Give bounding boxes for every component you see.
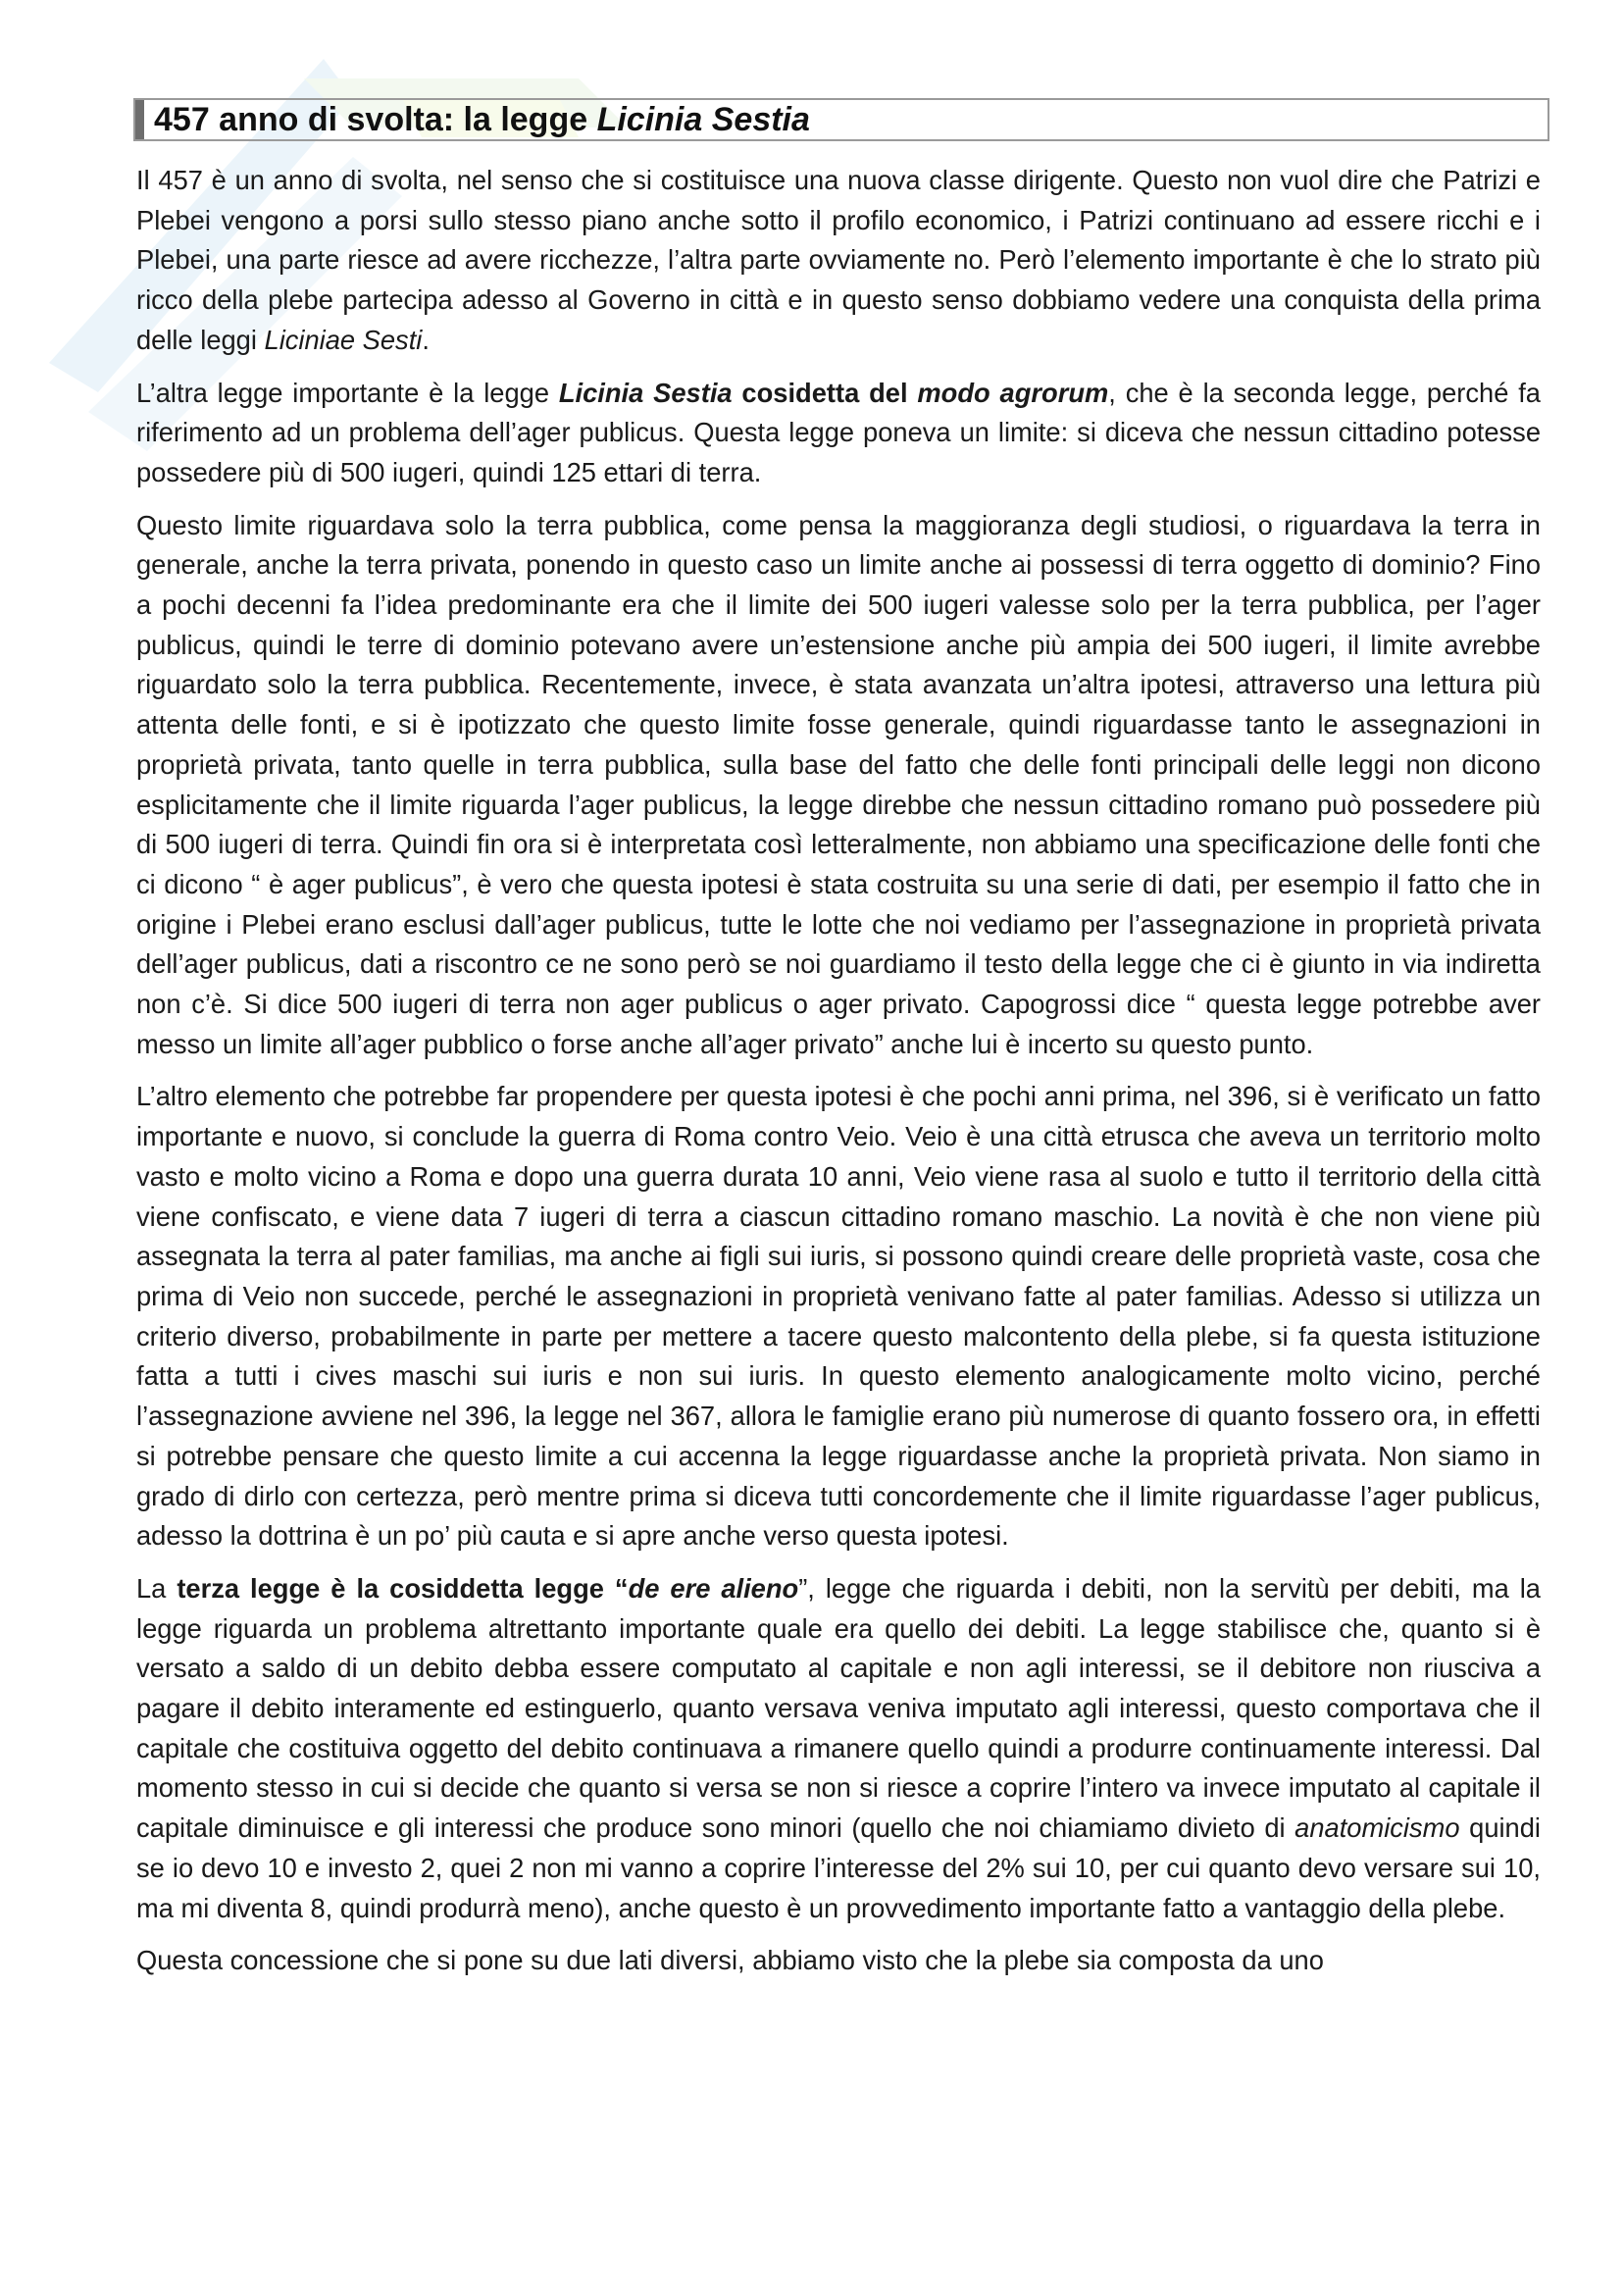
heading-title — [154, 103, 810, 136]
text-run: anatomicismo — [1294, 1812, 1460, 1844]
text-run: cosidetta del — [732, 377, 918, 408]
text-run: Licinia Sestia — [558, 377, 733, 408]
heading-accent-bar — [135, 100, 144, 139]
text-run: , che è la seconda legge, perché fa riferimento ad un problema dell’ager publicus. Questa legge poneva un limite: si diceva che nessun cittadino potesse possedere più di 500 iugeri, quindi 125 ettari di terra. — [136, 377, 1541, 487]
paragraph-4 — [136, 1077, 1541, 1555]
text-run: Questa concessione che si pone su due lati diversi, abbiamo visto che la plebe sia composta da uno — [136, 1945, 1324, 1976]
text-run: Liciniae Sesti — [264, 324, 423, 355]
paragraph-5 — [136, 1569, 1541, 1928]
text-run: L’altro elemento che potrebbe far propendere per questa ipotesi è che pochi anni prima, nel 396, si è verificato un fatto importante e nuovo, si conclude la guerra di Roma contro Veio. Veio è una città etrusca che aveva un territorio molto vasto e molto vicino a Roma e dopo una guerra durata 10 anni, Veio viene rasa al suolo e tutto il territorio della città viene confiscato, e viene data 7 iugeri di terra a ciascun cittadino romano maschio. La novità è che non viene più assegnata la terra al pater familias, ma anche ai figli sui iuris, si possono quindi creare delle proprietà vaste, cosa che prima di Veio non succede, perché le assegnazioni in proprietà venivano fatte al pater familias. Adesso si utilizza un criterio diverso, probabilmente in parte per mettere a tacere questo malcontento della plebe, si fa questa istituzione fatta a tutti i cives maschi sui iuris e non sui iuris. In questo elemento analogicamente molto vicino, perché l’assegnazione avviene nel 396, la legge nel 367, allora le famiglie erano più numerose di quanto fossero ora, in effetti si potrebbe pensare che questo limite a cui accenna la legge riguardasse anche la proprietà privata. Non siamo in grado di dirlo con certezza, però mentre prima si diceva tutti concordemente che il limite riguardasse l’ager publicus, adesso la dottrina è un po’ più cauta e si apre anche verso questa ipotesi. — [136, 1081, 1541, 1552]
text-run: . — [422, 324, 430, 355]
text-run: L’altra legge importante è la legge — [136, 377, 559, 408]
paragraph-1 — [136, 161, 1541, 361]
paragraph-2 — [136, 374, 1541, 493]
text-run: de ere alieno — [628, 1572, 799, 1604]
heading-title-prefix: 457 anno di svolta: la legge — [154, 101, 597, 138]
document-body — [136, 161, 1541, 1994]
text-run: Questo limite riguardava solo la terra pubblica, come pensa la maggioranza degli studiosi, o riguardava la terra in generale, anche la terra privata, ponendo in questo caso un limite anche ai possessi di terra oggetto di dominio? Fino a pochi decenni fa l’idea predominante era che il limite dei 500 iugeri valesse solo per la terra pubblica, per l’ager publicus, quindi le terre di dominio potevano avere un’estensione anche più ampia dei 500 iugeri, il limite avrebbe riguardato solo la terra pubblica. Recentemente, invece, è stata avanzata un’altra ipotesi, attraverso una lettura più attenta delle fonti, e si è ipotizzato che questo limite fosse generale, quindi riguardasse tanto le assegnazioni in proprietà privata, tanto quelle in terra pubblica, sulla base del fatto che delle fonti principali delle leggi non dicono esplicitamente che il limite riguarda l’ager publicus, la legge direbbe che nessun cittadino romano può possedere più di 500 iugeri di terra. Quindi fin ora si è interpretata così letteralmente, non abbiamo una specificazione delle fonti che ci dicono “ è ager publicus”, è vero che questa ipotesi è stata costruita su una serie di dati, per esempio il fatto che in origine i Plebei erano esclusi dall’ager publicus, tutte le lotte che noi vediamo per l’assegnazione in proprietà privata dell’ager publicus, dati a riscontro ce ne sono però se noi guardiamo il testo della legge che ci è giunto in via indiretta non c’è. Si dice 500 iugeri di terra non ager publicus o ager privato. Capogrossi dice “ questa legge potrebbe aver messo un limite all’ager pubblico o forse anche all’ager privato” anche lui è incerto su questo punto. — [136, 509, 1541, 1059]
paragraph-6 — [136, 1941, 1541, 1981]
heading-title-italic: Licinia Sestia — [596, 101, 810, 138]
section-heading — [133, 98, 1549, 141]
text-run: quindi se io devo 10 e investo 2, quei 2 non mi vanno a coprire l’interesse del 2% sui 10, per cui quanto devo versare sui 10, ma mi diventa 8, quindi produrrà meno), anche questo è un provvedimento importante fatto a vantaggio della plebe. — [136, 1812, 1541, 1923]
text-run: Il 457 è un anno di svolta, nel senso che si costituisce una nuova classe dirigente. Questo non vuol dire che Patrizi e Plebei vengono a porsi sullo stesso piano anche sotto il profilo economico, i Patrizi continuano ad essere ricchi e i Plebei, una parte riesce ad avere ricchezze, l’altra parte ovviamente no. Però l’elemento importante è che lo strato più ricco della plebe partecipa adesso al Governo in città e in questo senso dobbiamo vedere una conquista della prima delle leggi — [136, 165, 1541, 355]
text-run: La — [136, 1572, 178, 1604]
text-run: modo agrorum — [917, 377, 1109, 408]
text-run: terza legge è la cosiddetta legge “ — [177, 1572, 629, 1604]
paragraph-3 — [136, 506, 1541, 1065]
text-run: ”, legge che riguarda i debiti, non la servitù per debiti, ma la legge riguarda un problema altrettanto importante quale era quello dei debiti. La legge stabilisce che, quanto si è versato a saldo di un debito debba essere computato al capitale e non agli interessi, se il debitore non riusciva a pagare il debito interamente ed estinguerlo, quanto versava veniva imputato agli interessi, questo comportava che il capitale che costituiva oggetto del debito continuava a rimanere quello quindi a produrre continuamente interessi. Dal momento stesso in cui si decide che quanto si versa se non si riesce a coprire l’intero va invece imputato al capitale il capitale diminuisce e gli interessi che produce sono minori (quello che noi chiamiamo divieto di — [136, 1572, 1541, 1844]
